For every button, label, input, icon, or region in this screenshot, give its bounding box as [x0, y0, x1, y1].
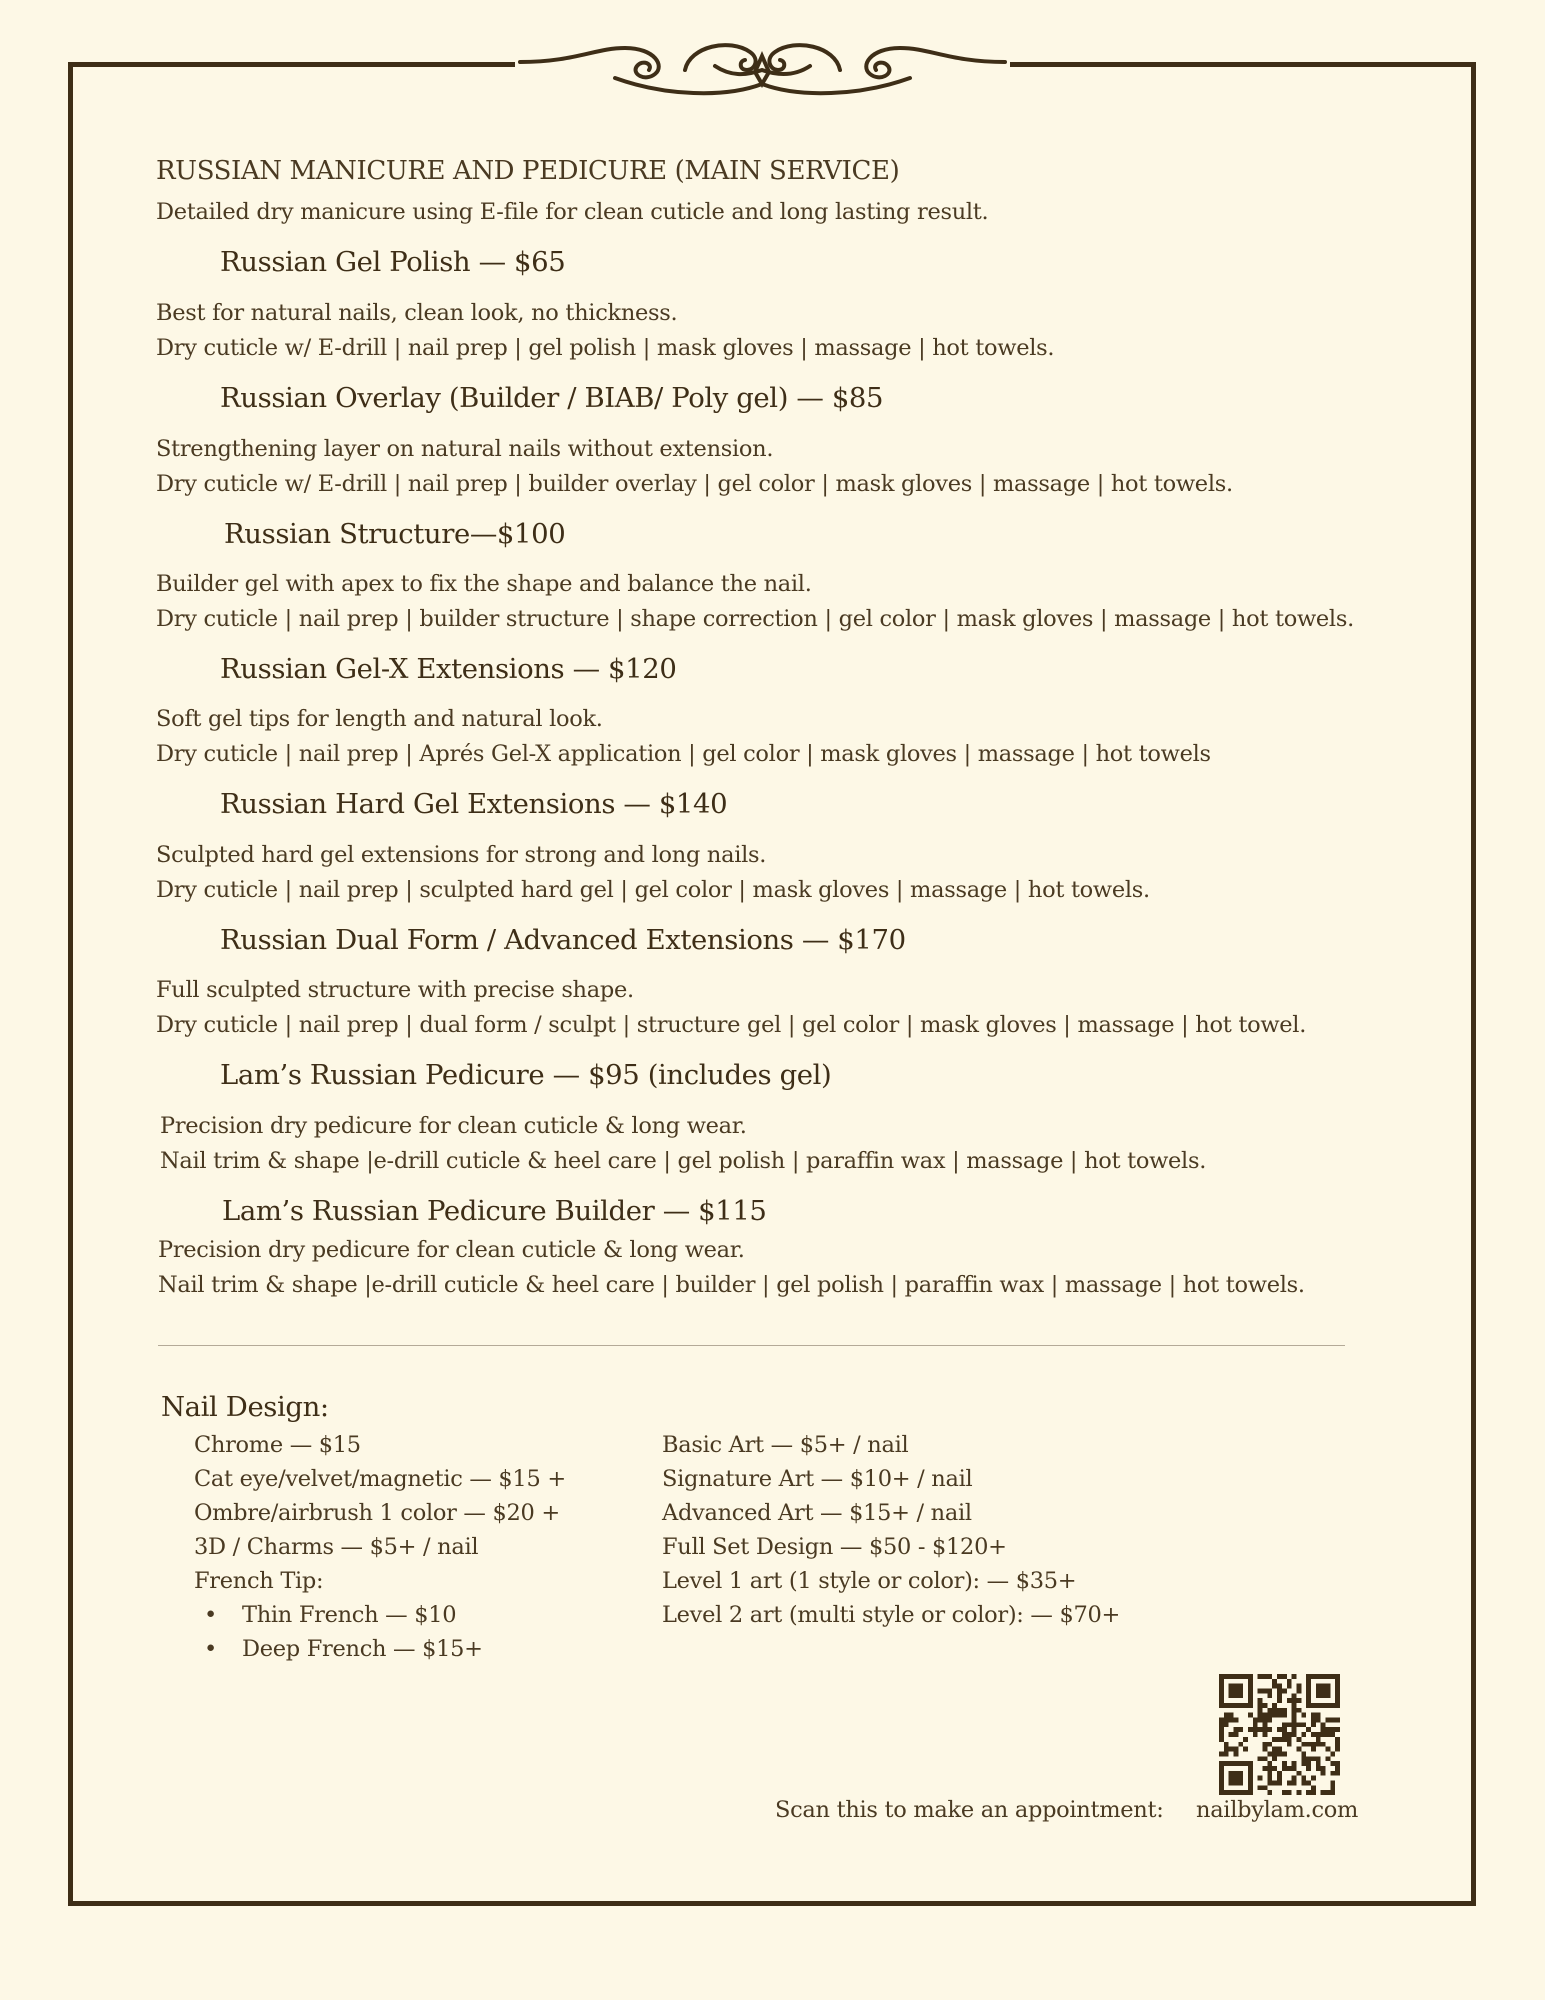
- service-steps: Dry cuticle w/ E-drill | nail prep | gel polish | mask gloves | massage | hot towels.: [156, 335, 1055, 361]
- service-title: Russian Gel Polish — $65: [220, 246, 566, 278]
- french-tip-item: [194, 1598, 566, 1632]
- bullet-icon: •: [204, 1636, 217, 1662]
- design-price-item: Chrome — $15: [194, 1432, 361, 1458]
- nail-design-left-column: [194, 1428, 566, 1666]
- qr-code-icon[interactable]: [1219, 1674, 1340, 1795]
- design-price-item: Level 1 art (1 style or color): — $35+: [662, 1568, 1077, 1594]
- service-steps: Nail trim & shape |e-drill cuticle & heel care | builder | gel polish | paraffin wax | massage | hot towels.: [158, 1272, 1305, 1298]
- design-price-item: Level 2 art (multi style or color): — $70+: [662, 1602, 1121, 1628]
- design-price-item: Signature Art — $10+ / nail: [662, 1466, 973, 1492]
- service-description: Full sculpted structure with precise shape.: [156, 977, 634, 1003]
- service-description: Soft gel tips for length and natural look.: [156, 706, 603, 732]
- section-divider: [158, 1345, 1345, 1346]
- scroll-ornament-icon: [515, 26, 1010, 98]
- service-title: Russian Structure—$100: [224, 518, 566, 550]
- bullet-icon: •: [204, 1602, 217, 1628]
- service-description: Precision dry pedicure for clean cuticle & long wear.: [158, 1237, 745, 1263]
- service-steps: Dry cuticle | nail prep | sculpted hard gel | gel color | mask gloves | massage | hot towels.: [156, 877, 1150, 903]
- design-price-item: Cat eye/velvet/magnetic — $15 +: [194, 1466, 566, 1492]
- service-title: Lam’s Russian Pedicure — $95 (includes gel): [220, 1059, 832, 1091]
- service-steps: Nail trim & shape |e-drill cuticle & heel care | gel polish | paraffin wax | massage | hot towels.: [160, 1148, 1207, 1174]
- french-tip-label: French Tip:: [194, 1568, 324, 1594]
- service-description: Precision dry pedicure for clean cuticle & long wear.: [160, 1113, 747, 1139]
- design-price-item: Ombre/airbrush 1 color — $20 +: [194, 1500, 560, 1526]
- main-service-title: RUSSIAN MANICURE AND PEDICURE (MAIN SERVICE): [156, 156, 900, 186]
- service-title: Russian Hard Gel Extensions — $140: [220, 788, 728, 820]
- service-title: Russian Gel-X Extensions — $120: [220, 653, 677, 685]
- main-service-description: Detailed dry manicure using E-file for clean cuticle and long lasting result.: [156, 199, 989, 225]
- french-tip-label-text: Deep French — $15+: [242, 1636, 483, 1662]
- nail-design-heading: Nail Design:: [161, 1391, 329, 1423]
- service-steps: Dry cuticle | nail prep | builder structure | shape correction | gel color | mask gloves | massage | hot towels.: [156, 606, 1354, 632]
- design-price-item: Advanced Art — $15+ / nail: [662, 1500, 972, 1526]
- service-title: Russian Overlay (Builder / BIAB/ Poly gel) — $85: [220, 382, 884, 414]
- website-link[interactable]: nailbylam.com: [1196, 1797, 1359, 1823]
- service-description: Builder gel with apex to fix the shape and balance the nail.: [156, 571, 812, 597]
- service-description: Strengthening layer on natural nails without extension.: [156, 436, 774, 462]
- service-steps: Dry cuticle | nail prep | dual form / sculpt | structure gel | gel color | mask gloves | massage | hot towel.: [156, 1012, 1307, 1038]
- service-description: Best for natural nails, clean look, no thickness.: [156, 300, 678, 326]
- service-title: Lam’s Russian Pedicure Builder — $115: [222, 1195, 767, 1227]
- service-steps: Dry cuticle | nail prep | Aprés Gel-X application | gel color | mask gloves | massage | hot towels: [156, 741, 1211, 767]
- design-price-item: 3D / Charms — $5+ / nail: [194, 1534, 479, 1560]
- design-price-item: Full Set Design — $50 - $120+: [662, 1534, 1007, 1560]
- service-title: Russian Dual Form / Advanced Extensions — $170: [220, 924, 906, 956]
- french-tip-label-text: Thin French — $10: [242, 1602, 457, 1628]
- service-description: Sculpted hard gel extensions for strong and long nails.: [156, 842, 767, 868]
- nail-design-right-column: [662, 1428, 1120, 1632]
- design-price-item: Basic Art — $5+ / nail: [662, 1432, 909, 1458]
- scan-appointment-text: Scan this to make an appointment:: [775, 1797, 1164, 1823]
- service-steps: Dry cuticle w/ E-drill | nail prep | builder overlay | gel color | mask gloves | massage | hot towels.: [156, 471, 1233, 497]
- french-tip-item: [194, 1632, 566, 1666]
